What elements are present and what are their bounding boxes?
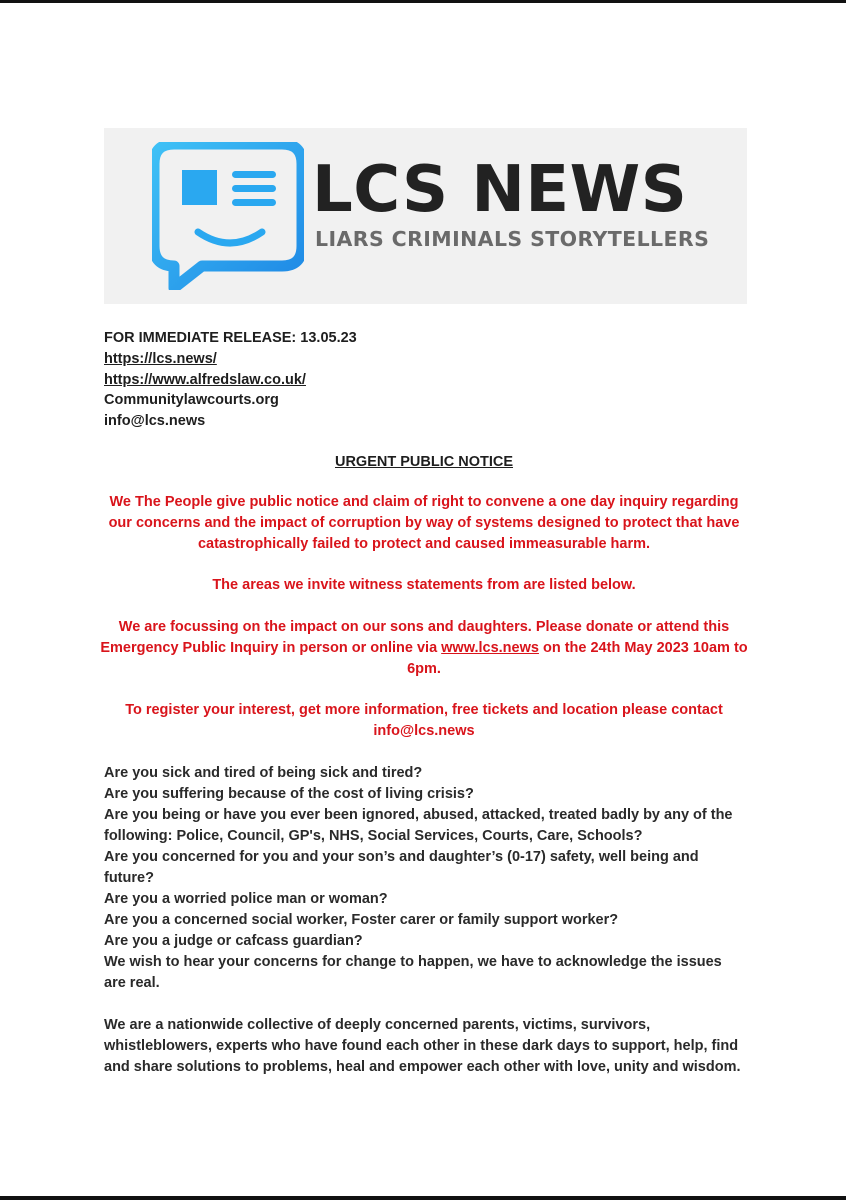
bottom-border — [0, 1196, 846, 1200]
logo-title: LCS NEWS — [312, 153, 688, 227]
chat-bubble-smile-icon — [152, 142, 304, 290]
alfredslaw-link[interactable]: https://www.alfredslaw.co.uk/ — [104, 371, 306, 388]
question-item: Are you a judge or cafcass guardian? — [104, 933, 363, 949]
release-date: FOR IMMEDIATE RELEASE: 13.05.23 — [104, 330, 357, 346]
notice-paragraph-4: To register your interest, get more information, free tickets and location please contact info@lcs.news — [125, 702, 723, 739]
contact-email: info@lcs.news — [104, 413, 206, 430]
lcs-news-logo — [104, 128, 747, 304]
community-site: Communitylawcourts.org — [104, 392, 279, 409]
question-item: Are you sick and tired of being sick and tired? — [104, 765, 423, 781]
notice-paragraph-1: We The People give public notice and claim of right to convene a one day inquiry regarding our concerns and the impact of corruption by way of systems designed to protect that have catastrophically failed to protect and caused immeasurable harm. — [108, 494, 740, 552]
lcs-news-link[interactable]: https://lcs.news/ — [104, 350, 217, 367]
closing-paragraph: We are a nationwide collective of deeply concerned parents, victims, survivors, whistleblowers, experts who have found each other in these dark days to support, help, find and share solutions to problems, heal and empower each other with love, unity and wisdom. — [104, 1017, 741, 1075]
question-item: Are you a worried police man or woman? — [104, 891, 388, 907]
question-item: We wish to hear your concerns for change to happen, we have to acknowledge the issues are real. — [104, 954, 722, 991]
question-item: Are you a concerned social worker, Foster carer or family support worker? — [104, 912, 619, 928]
para3-text-after: on the 24th May 2023 10am to 6pm. — [407, 640, 748, 677]
notice-title: URGENT PUBLIC NOTICE — [334, 454, 514, 470]
question-item: Are you being or have you ever been ignored, abused, attacked, treated badly by any of the following: Police, Council, GP's, NHS, Social Services, Courts, Care, Schools? — [104, 807, 733, 844]
top-border — [0, 0, 846, 3]
notice-paragraph-3 — [96, 617, 752, 680]
question-item: Are you concerned for you and your son’s and daughter’s (0-17) safety, well being and future? — [104, 849, 699, 886]
para3-text-before: We are focussing on the impact on our sons and daughters. Please donate or attend this Emergency Public Inquiry in person or online via — [100, 619, 730, 656]
lcs-news-inline-link[interactable]: www.lcs.news — [441, 640, 539, 656]
logo-tagline: LIARS CRIMINALS STORYTELLERS — [315, 227, 710, 251]
question-list — [104, 763, 744, 994]
question-item: Are you suffering because of the cost of living crisis? — [104, 786, 474, 802]
notice-paragraph-2: The areas we invite witness statements from are listed below. — [212, 577, 636, 593]
release-header — [104, 328, 744, 432]
